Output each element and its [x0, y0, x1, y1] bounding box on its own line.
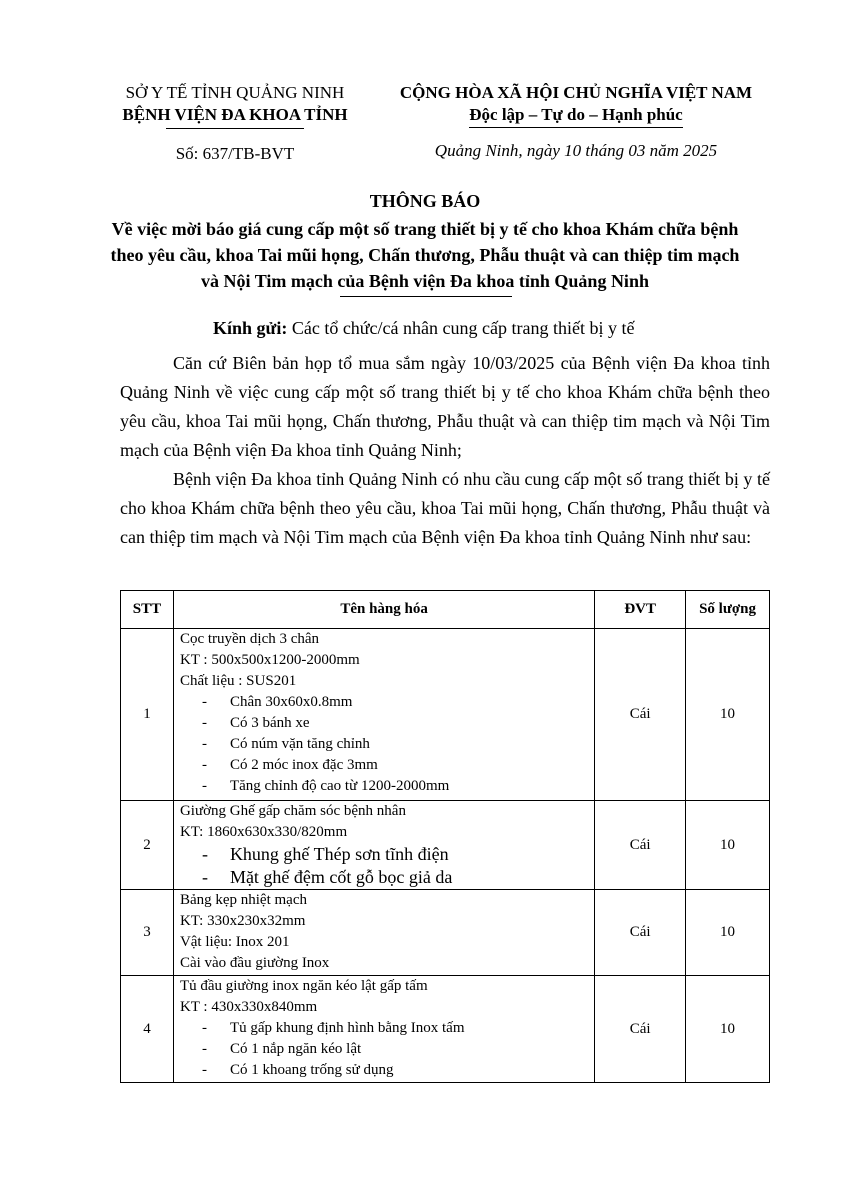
- row-stt: 2: [121, 801, 174, 890]
- row-qty: 10: [686, 801, 770, 890]
- issuer-department: SỞ Y TẾ TỈNH QUẢNG NINH: [125, 83, 345, 102]
- table-row: [121, 629, 770, 801]
- row-description: [173, 801, 594, 890]
- table-header-row: [121, 591, 770, 629]
- paragraph-request: Bệnh viện Đa khoa tỉnh Quảng Ninh có nhu cầu cung cấp một số trang thiết bị y tế cho khoa Khám chữa bệnh theo yêu cầu, khoa Tai mũi họng, Chấn thương, Phẫu thuật và can thiệp tim mạch và Nội Tim mạch của Bệnh viện Đa khoa tỉnh Quảng Ninh như sau:: [120, 469, 770, 547]
- item-name: Tủ đầu giường inox ngăn kéo lật gấp tấm: [179, 978, 428, 994]
- items-table: [120, 590, 770, 1083]
- paragraph-basis: Căn cứ Biên bản họp tổ mua sắm ngày 10/03/2025 của Bệnh viện Đa khoa tỉnh Quảng Ninh về việc cung cấp một số trang thiết bị y tế cho khoa Khám chữa bệnh theo yêu cầu, khoa Tai mũi họng, Chấn thương, Phẫu thuật và can thiệp tim mạch và Nội Tim mạch của Bệnh viện Đa khoa tỉnh Quảng Ninh;: [120, 353, 770, 460]
- table-row: [121, 976, 770, 1083]
- recipient-line: [213, 316, 634, 340]
- item-feature: - Tăng chỉnh độ cao từ 1200-2000mm: [202, 776, 590, 797]
- header-stt: STT: [121, 591, 174, 629]
- recipient-text: Các tổ chức/cá nhân cung cấp trang thiết bị y tế: [291, 318, 635, 338]
- item-name: Cọc truyền dịch 3 chân: [179, 631, 320, 647]
- item-name: Bảng kẹp nhiệt mạch: [179, 892, 307, 908]
- item-feature: - Khung ghế Thép sơn tĩnh điện: [202, 843, 590, 866]
- row-qty: 10: [686, 629, 770, 801]
- row-stt: 3: [121, 890, 174, 976]
- item-spec: Cài vào đầu giường Inox: [179, 955, 330, 971]
- header-qty: Số lượng: [686, 591, 770, 629]
- issuer-underline: [166, 128, 304, 129]
- document-title: THÔNG BÁO: [369, 191, 481, 211]
- item-spec: KT : 430x330x840mm: [179, 999, 318, 1015]
- row-qty: 10: [686, 976, 770, 1083]
- item-spec: Vật liệu: Inox 201: [179, 934, 290, 950]
- recipient-label: Kính gửi:: [213, 318, 288, 338]
- item-spec: KT: 1860x630x330/820mm: [179, 824, 348, 840]
- item-feature: - Mặt ghế đệm cốt gỗ bọc giả da: [202, 866, 590, 889]
- row-unit: Cái: [595, 890, 686, 976]
- row-description: [173, 976, 594, 1083]
- row-description: [173, 629, 594, 801]
- document-number: Số: 637/TB-BVT: [175, 144, 295, 163]
- row-stt: 1: [121, 629, 174, 801]
- item-feature: - Có 3 bánh xe: [202, 713, 590, 734]
- issuer-block: [100, 82, 370, 165]
- row-unit: Cái: [595, 629, 686, 801]
- table-row: [121, 801, 770, 890]
- item-feature: - Có 1 khoang trống sử dụng: [202, 1060, 590, 1081]
- item-feature-list: [180, 1018, 590, 1081]
- item-feature-list: [180, 692, 590, 797]
- item-feature: - Có núm vặn tăng chỉnh: [202, 734, 590, 755]
- item-feature: - Có 1 nắp ngăn kéo lật: [202, 1039, 590, 1060]
- national-header: [370, 82, 782, 162]
- issuer-hospital: BỆNH VIỆN ĐA KHOA TỈNH: [122, 105, 348, 124]
- subject-underline: [340, 296, 512, 297]
- row-unit: Cái: [595, 976, 686, 1083]
- item-feature: - Tủ gấp khung định hình bằng Inox tấm: [202, 1018, 590, 1039]
- row-description: [173, 890, 594, 976]
- item-spec: KT : 500x500x1200-2000mm: [179, 652, 360, 668]
- item-feature: - Chân 30x60x0.8mm: [202, 692, 590, 713]
- item-feature-list: [180, 843, 590, 889]
- document-date: Quảng Ninh, ngày 10 tháng 03 năm 2025: [434, 141, 718, 160]
- national-motto: Độc lập – Tự do – Hạnh phúc: [469, 104, 682, 128]
- table-row: [121, 890, 770, 976]
- item-name: Giường Ghế gấp chăm sóc bệnh nhân: [179, 803, 406, 819]
- header-unit: ĐVT: [595, 591, 686, 629]
- national-title: CỘNG HÒA XÃ HỘI CHỦ NGHĨA VIỆT NAM: [399, 83, 753, 102]
- row-qty: 10: [686, 890, 770, 976]
- row-stt: 4: [121, 976, 174, 1083]
- item-spec: KT: 330x230x32mm: [179, 913, 306, 929]
- document-subject: Về việc mời báo giá cung cấp một số trang thiết bị y tế cho khoa Khám chữa bệnh theo yêu cầu, khoa Tai mũi họng, Chấn thương, Phẫu thuật và can thiệp tim mạch và Nội Tim mạch của Bệnh viện Đa khoa tỉnh Quảng Ninh: [110, 219, 740, 291]
- item-spec: Chất liệu : SUS201: [179, 673, 297, 689]
- item-feature: - Có 2 móc inox đặc 3mm: [202, 755, 590, 776]
- header-name: Tên hàng hóa: [173, 591, 594, 629]
- row-unit: Cái: [595, 801, 686, 890]
